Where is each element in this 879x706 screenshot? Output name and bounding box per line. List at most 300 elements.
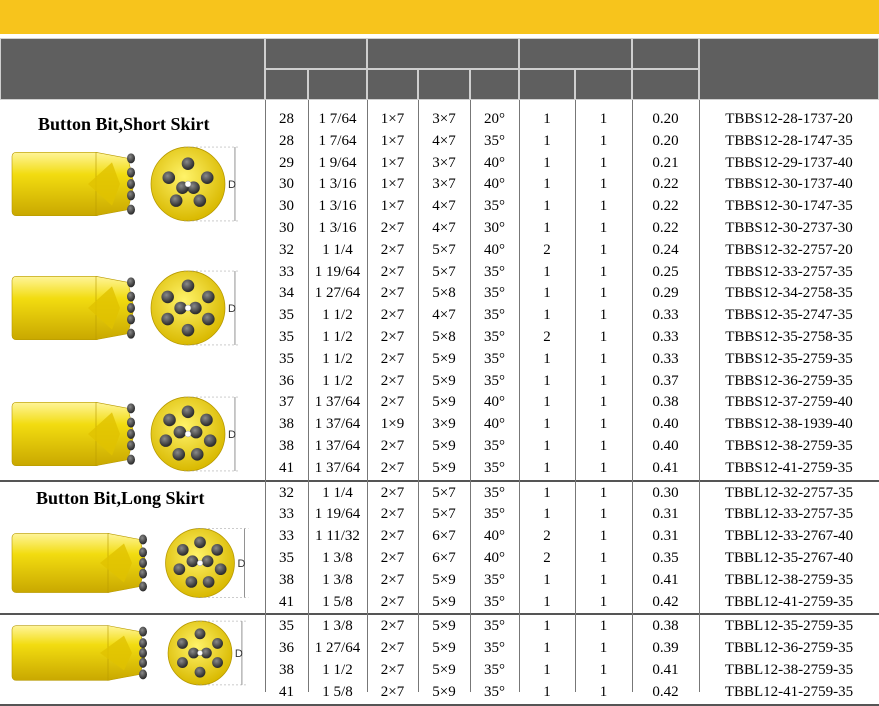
cell-flush-side: 1 [599, 350, 608, 367]
cell-gauge-buttons: 5×9 [432, 662, 456, 678]
cell-mm: 34 [279, 285, 294, 302]
cell-angle: 40° [484, 154, 505, 171]
cell-angle: 40° [484, 176, 505, 193]
cell-inch: 1 11/32 [315, 528, 360, 545]
cell-angle: 40° [484, 528, 505, 545]
cell-front-buttons: 2×7 [380, 640, 405, 657]
table-row [265, 615, 879, 637]
cell-flush-front: 2 [543, 528, 551, 545]
cell-gauge-buttons: 6×7 [432, 550, 456, 566]
cell-flush-side: 1 [599, 241, 608, 258]
cell-mm: 29 [279, 154, 294, 171]
cell-gauge-buttons: 3×7 [432, 176, 456, 193]
table-row [265, 304, 879, 326]
cell-flush-side: 1 [599, 550, 608, 566]
cell-flush-side: 1 [599, 329, 608, 345]
cell-flush-front: 1 [543, 154, 551, 171]
cell-mm: 38 [279, 416, 294, 433]
cell-flush-side: 1 [599, 132, 608, 149]
cell-gauge-buttons: 5×9 [432, 372, 456, 389]
cell-gauge-buttons: 5×7 [432, 484, 456, 501]
cell-gauge-buttons: 4×7 [432, 198, 456, 215]
cell-mm: 32 [279, 241, 294, 258]
cell-parts-no: TBBS12-36-2759-35 [725, 372, 853, 389]
cell-front-buttons: 2×7 [380, 438, 405, 454]
cell-parts-no: TBBL12-36-2759-35 [724, 640, 854, 657]
column-divider [265, 100, 266, 692]
cell-flush-front: 1 [543, 372, 551, 389]
drill-bit-image [8, 264, 258, 352]
cell-inch: 1 37/64 [314, 416, 361, 433]
header-mm [265, 69, 308, 100]
cell-flush-side: 1 [599, 154, 608, 171]
cell-inch: 1 3/8 [322, 618, 353, 635]
cell-inch: 1 37/64 [314, 438, 361, 454]
column-divider [575, 100, 576, 692]
cell-flush-side: 1 [599, 176, 608, 193]
cell-parts-no: TBBS12-33-2757-35 [725, 263, 853, 280]
cell-inch: 1 3/16 [318, 220, 357, 236]
section-title: Button Bit,Long Skirt [36, 487, 205, 508]
cell-flush-front: 1 [543, 640, 551, 657]
cell-weight: 0.42 [652, 593, 679, 610]
cell-inch: 1 19/64 [314, 506, 361, 523]
cell-weight: 0.41 [652, 459, 679, 476]
cell-gauge-buttons: 5×7 [432, 241, 456, 258]
cell-gauge-buttons: 3×7 [432, 111, 456, 127]
cell-mm: 35 [279, 307, 294, 324]
cell-parts-no: TBBS12-32-2757-20 [725, 241, 853, 258]
cell-flush-side: 1 [599, 285, 608, 302]
cell-front-buttons: 2×7 [380, 285, 405, 302]
table-row [265, 482, 879, 504]
cell-mm: 41 [279, 593, 294, 610]
cell-inch: 1 1/2 [322, 350, 353, 367]
cell-angle: 30° [484, 220, 505, 236]
cell-flush-front: 1 [543, 285, 551, 302]
cell-flush-front: 1 [543, 350, 551, 367]
cell-inch: 1 1/4 [322, 241, 353, 258]
cell-flush-side: 1 [599, 111, 608, 127]
cell-parts-no: TBBS12-35-2747-35 [725, 307, 853, 324]
cell-gauge-buttons: 4×7 [432, 220, 456, 236]
cell-mm: 30 [279, 220, 294, 236]
cell-weight: 0.33 [652, 329, 679, 345]
cell-parts-no: TBBS12-37-2759-40 [725, 394, 853, 411]
cell-angle: 40° [484, 550, 505, 566]
cell-weight: 0.42 [652, 683, 679, 700]
cell-front-buttons: 1×7 [380, 198, 405, 215]
cell-weight: 0.35 [652, 550, 679, 566]
cell-gauge-buttons: 5×8 [432, 329, 456, 345]
cell-flush-front: 1 [543, 263, 551, 280]
cell-angle: 35° [484, 372, 505, 389]
cell-angle: 35° [484, 683, 505, 700]
cell-flush-side: 1 [599, 571, 608, 588]
table-row [265, 173, 879, 195]
drill-bit-image [8, 140, 258, 228]
cell-front-buttons: 2×7 [380, 506, 405, 523]
cell-flush-side: 1 [599, 220, 608, 236]
cell-parts-no: TBBL12-35-2759-35 [724, 618, 854, 635]
table-row [265, 457, 879, 479]
table-row [265, 217, 879, 239]
cell-flush-front: 1 [543, 662, 551, 678]
cell-angle: 35° [484, 132, 505, 149]
table-row [265, 239, 879, 261]
cell-front-buttons: 2×7 [380, 394, 405, 411]
cell-mm: 30 [279, 176, 294, 193]
cell-flush-side: 1 [599, 506, 608, 523]
cell-flush-front: 1 [543, 484, 551, 501]
cell-weight: 0.30 [652, 484, 679, 501]
table-row [265, 195, 879, 217]
table-row [265, 659, 879, 681]
cell-angle: 35° [484, 640, 505, 657]
cell-front-buttons: 1×7 [380, 176, 405, 193]
column-divider [470, 100, 471, 692]
cell-inch: 1 3/8 [322, 550, 353, 566]
cell-mm: 28 [279, 111, 294, 127]
cell-mm: 35 [279, 329, 294, 345]
cell-angle: 35° [484, 350, 505, 367]
cell-angle: 35° [484, 618, 505, 635]
cell-flush-front: 1 [543, 593, 551, 610]
header-weight-unit [632, 69, 699, 100]
cell-angle: 35° [484, 329, 505, 345]
cell-gauge-buttons: 5×8 [432, 285, 456, 302]
cell-flush-side: 1 [599, 198, 608, 215]
table-row [265, 547, 879, 569]
cell-weight: 0.37 [652, 372, 679, 389]
drill-bit-image [8, 390, 258, 478]
cell-inch: 1 9/64 [318, 154, 357, 171]
cell-front-buttons: 2×7 [380, 263, 405, 280]
cell-front-buttons: 2×7 [380, 550, 405, 566]
title-bar [0, 0, 879, 34]
table-row [265, 261, 879, 283]
cell-weight: 0.31 [652, 506, 679, 523]
header-angle [470, 69, 519, 100]
cell-angle: 35° [484, 459, 505, 476]
cell-parts-no: TBBS12-38-2759-35 [725, 438, 853, 454]
cell-parts-no: TBBS12-28-1737-20 [725, 111, 853, 127]
cell-angle: 35° [484, 263, 505, 280]
cell-mm: 28 [279, 132, 294, 149]
cell-inch: 1 27/64 [314, 285, 361, 302]
cell-gauge-buttons: 5×9 [432, 571, 456, 588]
cell-flush-front: 1 [543, 618, 551, 635]
header-weight [632, 38, 699, 69]
cell-parts-no: TBBS12-30-1737-40 [725, 176, 853, 193]
cell-parts-no: TBBS12-35-2759-35 [725, 350, 853, 367]
header-flushing [519, 38, 632, 69]
cell-front-buttons: 2×7 [380, 459, 405, 476]
cell-parts-no: TBBL12-41-2759-35 [724, 593, 854, 610]
cell-angle: 35° [484, 484, 505, 501]
cell-weight: 0.40 [652, 438, 679, 454]
header-parts [699, 38, 879, 100]
cell-parts-no: TBBL12-35-2767-40 [724, 550, 854, 566]
cell-gauge-buttons: 5×7 [432, 263, 456, 280]
cell-inch: 1 37/64 [314, 459, 361, 476]
dimension-label: D [227, 429, 236, 441]
dimension-label: D [234, 648, 243, 660]
table-row [265, 435, 879, 457]
cell-flush-side: 1 [599, 528, 608, 545]
cell-front-buttons: 1×9 [380, 416, 405, 433]
column-divider [418, 100, 419, 692]
cell-gauge-buttons: 6×7 [432, 528, 456, 545]
dimension-label: D [227, 179, 236, 191]
cell-flush-front: 1 [543, 198, 551, 215]
cell-angle: 35° [484, 198, 505, 215]
cell-weight: 0.29 [652, 285, 679, 302]
cell-angle: 40° [484, 241, 505, 258]
cell-angle: 35° [484, 571, 505, 588]
header-diameter [265, 38, 367, 69]
cell-flush-side: 1 [599, 459, 608, 476]
cell-mm: 32 [279, 484, 294, 501]
cell-front-buttons: 2×7 [380, 484, 405, 501]
cell-flush-front: 1 [543, 132, 551, 149]
cell-front-buttons: 2×7 [380, 241, 405, 258]
cell-gauge-buttons: 5×9 [432, 618, 456, 635]
cell-flush-side: 1 [599, 618, 608, 635]
cell-front-buttons: 1×7 [380, 154, 405, 171]
cell-gauge-buttons: 5×9 [432, 394, 456, 411]
table-row [265, 569, 879, 591]
cell-flush-side: 1 [599, 307, 608, 324]
cell-inch: 1 7/64 [318, 111, 357, 127]
cell-flush-side: 1 [599, 416, 608, 433]
cell-angle: 40° [484, 394, 505, 411]
cell-inch: 1 7/64 [318, 132, 357, 149]
cell-parts-no: TBBS12-34-2758-35 [725, 285, 853, 302]
cell-inch: 1 1/4 [322, 484, 353, 501]
cell-weight: 0.41 [652, 662, 679, 678]
cell-parts-no: TBBL12-41-2759-35 [724, 683, 854, 700]
cell-gauge-buttons: 5×9 [432, 350, 456, 367]
column-divider [699, 100, 700, 692]
cell-parts-no: TBBS12-35-2758-35 [725, 329, 853, 345]
cell-angle: 35° [484, 506, 505, 523]
cell-weight: 0.25 [652, 263, 679, 280]
cell-mm: 33 [279, 528, 294, 545]
cell-weight: 0.22 [652, 176, 679, 193]
cell-weight: 0.40 [652, 416, 679, 433]
column-divider [632, 100, 633, 692]
cell-weight: 0.39 [652, 640, 679, 657]
cell-inch: 1 3/8 [322, 571, 353, 588]
cell-flush-front: 1 [543, 111, 551, 127]
cell-front-buttons: 1×7 [380, 132, 405, 149]
cell-flush-side: 1 [599, 484, 608, 501]
cell-inch: 1 5/8 [322, 593, 353, 610]
header-button [367, 38, 519, 69]
cell-angle: 35° [484, 285, 505, 302]
cell-flush-front: 1 [543, 683, 551, 700]
table-row [265, 413, 879, 435]
cell-front-buttons: 2×7 [380, 618, 405, 635]
cell-flush-side: 1 [599, 662, 608, 678]
cell-flush-side: 1 [599, 593, 608, 610]
cell-weight: 0.22 [652, 198, 679, 215]
cell-parts-no: TBBL12-33-2767-40 [724, 528, 854, 545]
cell-inch: 1 19/64 [314, 263, 361, 280]
column-divider [367, 100, 368, 692]
cell-weight: 0.20 [652, 132, 679, 149]
cell-weight: 0.41 [652, 571, 679, 588]
cell-weight: 0.33 [652, 350, 679, 367]
cell-mm: 41 [279, 459, 294, 476]
cell-flush-front: 1 [543, 220, 551, 236]
cell-flush-front: 2 [543, 241, 551, 258]
cell-mm: 36 [279, 372, 294, 389]
drill-bit-image [8, 615, 260, 691]
drill-bit-image [8, 522, 260, 604]
cell-gauge-buttons: 5×9 [432, 593, 456, 610]
cell-front-buttons: 2×7 [380, 329, 405, 345]
cell-angle: 20° [484, 111, 505, 127]
cell-gauge-buttons: 4×7 [432, 307, 456, 324]
cell-parts-no: TBBL12-38-2759-35 [724, 662, 854, 678]
cell-gauge-buttons: 5×7 [432, 506, 456, 523]
dimension-label: D [237, 558, 246, 570]
cell-mm: 35 [279, 350, 294, 367]
table-row [265, 525, 879, 547]
cell-flush-front: 1 [543, 506, 551, 523]
header-gauge [418, 69, 470, 100]
cell-parts-no: TBBL12-38-2759-35 [724, 571, 854, 588]
cell-parts-no: TBBS12-30-2737-30 [725, 220, 853, 236]
cell-mm: 38 [279, 438, 294, 454]
table-row [265, 637, 879, 659]
cell-front-buttons: 2×7 [380, 220, 405, 236]
cell-parts-no: TBBS12-30-1747-35 [725, 198, 853, 215]
table-row [265, 282, 879, 304]
cell-flush-side: 1 [599, 263, 608, 280]
cell-weight: 0.22 [652, 220, 679, 236]
cell-mm: 30 [279, 198, 294, 215]
cell-front-buttons: 2×7 [380, 350, 405, 367]
cell-mm: 38 [279, 662, 294, 678]
column-divider [308, 100, 309, 692]
cell-mm: 33 [279, 506, 294, 523]
cell-gauge-buttons: 3×9 [432, 416, 456, 433]
cell-angle: 35° [484, 307, 505, 324]
cell-gauge-buttons: 5×9 [432, 683, 456, 700]
cell-angle: 35° [484, 438, 505, 454]
cell-flush-front: 1 [543, 307, 551, 324]
cell-weight: 0.38 [652, 394, 679, 411]
cell-flush-side: 1 [599, 438, 608, 454]
table-row [265, 108, 879, 130]
cell-flush-front: 1 [543, 459, 551, 476]
cell-inch: 1 1/2 [322, 372, 353, 389]
table-row [265, 152, 879, 174]
cell-front-buttons: 2×7 [380, 683, 405, 700]
table-row [265, 348, 879, 370]
cell-weight: 0.31 [652, 528, 679, 545]
header-inch [308, 69, 367, 100]
table-row [265, 370, 879, 392]
section-divider [0, 704, 879, 706]
cell-front-buttons: 2×7 [380, 307, 405, 324]
cell-inch: 1 27/64 [314, 640, 361, 657]
cell-parts-no: TBBS12-41-2759-35 [725, 459, 853, 476]
dimension-label: D [227, 303, 236, 315]
table-row [265, 391, 879, 413]
cell-mm: 38 [279, 571, 294, 588]
cell-weight: 0.24 [652, 241, 679, 258]
cell-mm: 35 [279, 618, 294, 635]
cell-front-buttons: 2×7 [380, 662, 405, 678]
cell-flush-front: 1 [543, 571, 551, 588]
cell-flush-front: 2 [543, 329, 551, 345]
cell-inch: 1 3/16 [318, 198, 357, 215]
header-flush-front [519, 69, 575, 100]
cell-flush-front: 1 [543, 438, 551, 454]
table-row [265, 591, 879, 613]
cell-mm: 33 [279, 263, 294, 280]
cell-mm: 36 [279, 640, 294, 657]
cell-inch: 1 37/64 [314, 394, 361, 411]
column-divider [519, 100, 520, 692]
cell-inch: 1 1/2 [322, 329, 353, 345]
cell-parts-no: TBBS12-28-1747-35 [725, 132, 853, 149]
cell-front-buttons: 2×7 [380, 372, 405, 389]
cell-parts-no: TBBS12-29-1737-40 [725, 154, 853, 171]
cell-flush-front: 2 [543, 550, 551, 566]
cell-parts-no: TBBL12-33-2757-35 [724, 506, 854, 523]
cell-weight: 0.38 [652, 618, 679, 635]
cell-inch: 1 1/2 [322, 307, 353, 324]
cell-weight: 0.33 [652, 307, 679, 324]
cell-weight: 0.20 [652, 111, 679, 127]
cell-gauge-buttons: 5×9 [432, 438, 456, 454]
cell-flush-side: 1 [599, 683, 608, 700]
cell-gauge-buttons: 3×7 [432, 154, 456, 171]
cell-flush-side: 1 [599, 372, 608, 389]
cell-angle: 40° [484, 416, 505, 433]
cell-mm: 41 [279, 683, 294, 700]
header-drill-bits [0, 38, 265, 100]
cell-flush-side: 1 [599, 394, 608, 411]
cell-parts-no: TBBL12-32-2757-35 [724, 484, 854, 501]
table-row [265, 503, 879, 525]
cell-weight: 0.21 [652, 154, 679, 171]
cell-front-buttons: 2×7 [380, 528, 405, 545]
cell-front-buttons: 1×7 [380, 111, 405, 127]
header-flush-side [575, 69, 632, 100]
table-row [265, 326, 879, 348]
cell-inch: 1 3/16 [318, 176, 357, 193]
cell-angle: 35° [484, 593, 505, 610]
cell-gauge-buttons: 5×9 [432, 459, 456, 476]
section-title: Button Bit,Short Skirt [38, 114, 210, 134]
cell-flush-front: 1 [543, 394, 551, 411]
header-front [367, 69, 418, 100]
cell-front-buttons: 2×7 [380, 593, 405, 610]
cell-flush-front: 1 [543, 176, 551, 193]
cell-angle: 35° [484, 662, 505, 678]
cell-flush-side: 1 [599, 640, 608, 657]
cell-inch: 1 5/8 [322, 683, 353, 700]
cell-mm: 35 [279, 550, 294, 566]
cell-mm: 37 [279, 394, 294, 411]
cell-inch: 1 1/2 [322, 662, 353, 678]
